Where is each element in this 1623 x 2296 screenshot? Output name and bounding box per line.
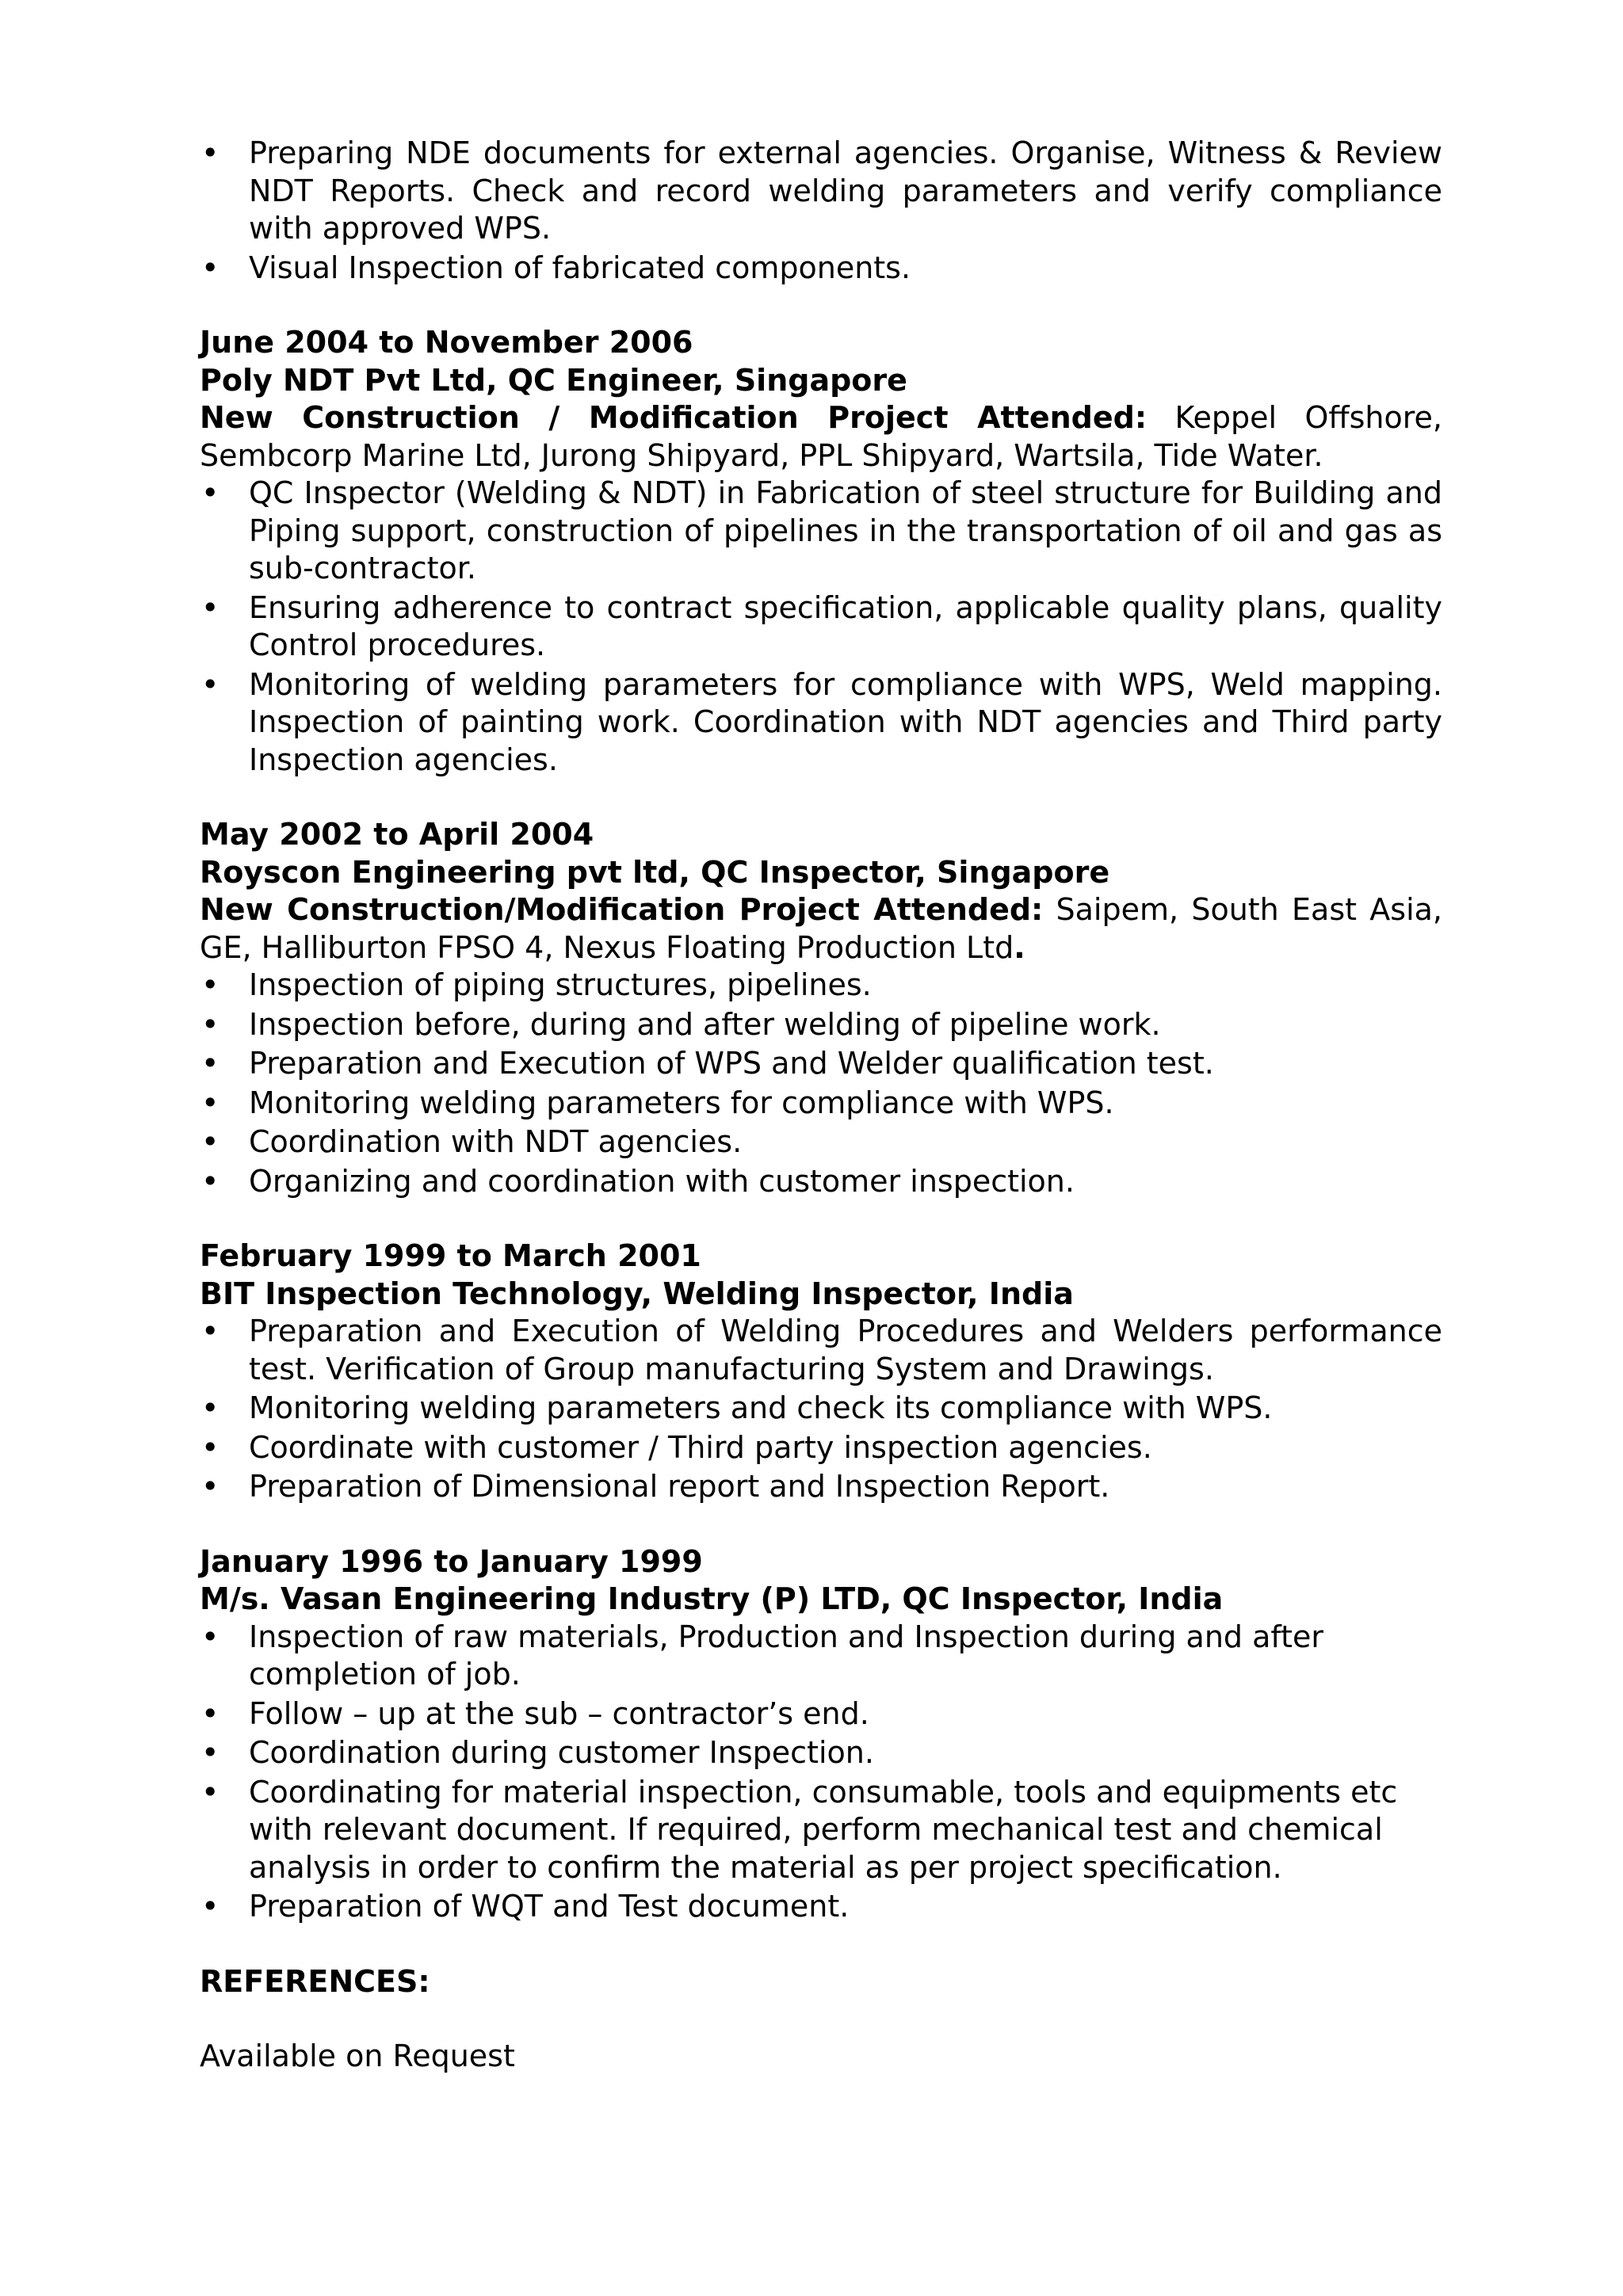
bullet-text: Preparation of WQT and Test document. xyxy=(249,1889,850,1924)
bullet-text: Organizing and coordination with customer inspection. xyxy=(249,1163,1075,1199)
job-period: January 1996 to January 1999 xyxy=(200,1543,703,1579)
bullet-icon: • xyxy=(201,135,220,170)
bullet-icon: • xyxy=(201,1469,220,1504)
project-text: Saipem, South East Asia, GE, Halliburton FPSO 4, Nexus Floating Production Ltd xyxy=(200,892,1442,965)
project-end: . xyxy=(1014,929,1025,965)
job-section-bit-inspection xyxy=(200,1238,1442,1506)
bullet-icon: • xyxy=(201,1006,220,1042)
list-item xyxy=(200,1888,1442,1926)
bullet-icon: • xyxy=(201,1314,220,1348)
job-period: May 2002 to April 2004 xyxy=(200,817,594,852)
bullet-text: Preparing NDE documents for external agencies. Organise, Witness & Review NDT Reports. Check and record welding parameters and verify compliance with approved WPS. xyxy=(249,135,1442,246)
list-item xyxy=(200,589,1442,665)
project-label: New Construction/Modification Project Attended: xyxy=(200,892,1044,927)
list-item xyxy=(200,250,1442,288)
spacer xyxy=(200,2000,1442,2038)
bullet-text: Monitoring welding parameters and check its compliance with WPS. xyxy=(249,1390,1273,1425)
references-heading: REFERENCES: xyxy=(200,1963,430,1999)
list-item xyxy=(200,1006,1442,1044)
bullet-text: Follow – up at the sub – contractor’s end. xyxy=(249,1695,869,1731)
list-item xyxy=(200,1468,1442,1506)
bullet-icon: • xyxy=(201,1735,220,1770)
job-employer: Poly NDT Pvt Ltd, QC Engineer, Singapore xyxy=(200,362,907,398)
project-text: Keppel Offshore, Sembcorp Marine Ltd, Jurong Shipyard, PPL Shipyard, Wartsila, Tide Water. xyxy=(200,400,1442,473)
project-label: New Construction / Modification Project Attended: xyxy=(200,400,1148,435)
bullet-text: Ensuring adherence to contract specification, applicable quality plans, quality Control procedures. xyxy=(249,589,1442,662)
bullet-text: Preparation and Execution of Welding Procedures and Welders performance test. Verification of Group manufacturing System and Drawings. xyxy=(249,1314,1442,1386)
list-item xyxy=(200,1390,1442,1428)
list-item xyxy=(200,1619,1442,1694)
bullet-text: Inspection before, during and after welding of pipeline work. xyxy=(249,1006,1161,1042)
list-item xyxy=(200,967,1442,1005)
bullet-text: QC Inspector (Welding & NDT) in Fabrication of steel structure for Building and Piping support, construction of pipelines in the transportation of oil and gas as sub-contractor. xyxy=(249,475,1442,585)
bullet-text: Preparation and Execution of WPS and Welder qualification test. xyxy=(249,1046,1214,1081)
bullet-text: Monitoring of welding parameters for compliance with WPS, Weld mapping. Inspection of painting work. Coordination with NDT agencies and Third party Inspection agencies. xyxy=(249,666,1442,777)
bullet-icon: • xyxy=(201,1124,220,1159)
bullet-icon: • xyxy=(201,1695,220,1731)
bullet-icon: • xyxy=(201,967,220,1002)
bullet-icon: • xyxy=(201,1390,220,1425)
list-item xyxy=(200,135,1442,248)
bullet-text: Visual Inspection of fabricated components. xyxy=(249,250,911,285)
list-item xyxy=(200,666,1442,780)
list-item xyxy=(200,1085,1442,1123)
list-item xyxy=(200,1045,1442,1083)
job-project xyxy=(200,399,1442,475)
job-employer: BIT Inspection Technology, Welding Inspector, India xyxy=(200,1276,1074,1311)
list-item xyxy=(200,1313,1442,1388)
bullet-text: Monitoring welding parameters for compliance with WPS. xyxy=(249,1085,1114,1120)
bullet-icon: • xyxy=(201,250,220,285)
job-bullet-list xyxy=(200,1619,1442,1926)
bullet-text: Coordinating for material inspection, consumable, tools and equipments etc with relevant document. If required, perform mechanical test and chemical analysis in order to confirm the material as per project specification. xyxy=(249,1774,1398,1885)
bullet-icon: • xyxy=(201,1429,220,1465)
bullet-text: Inspection of raw materials, Production and Inspection during and after completion of job. xyxy=(249,1619,1323,1691)
bullet-icon: • xyxy=(201,1085,220,1120)
job-period: February 1999 to March 2001 xyxy=(200,1238,701,1273)
job-bullet-list xyxy=(200,967,1442,1200)
references-text: Available on Request xyxy=(200,2039,515,2073)
job-bullet-list xyxy=(200,1313,1442,1506)
list-item xyxy=(200,1695,1442,1733)
list-item xyxy=(200,475,1442,588)
list-item xyxy=(200,1163,1442,1201)
bullet-icon: • xyxy=(201,589,220,625)
job-period: June 2004 to November 2006 xyxy=(200,325,693,360)
job-bullet-list xyxy=(200,475,1442,779)
bullet-icon: • xyxy=(201,1889,220,1924)
job-employer: Royscon Engineering pvt ltd, QC Inspector, Singapore xyxy=(200,854,1110,890)
job-employer: M/s. Vasan Engineering Industry (P) LTD, QC Inspector, India xyxy=(200,1581,1224,1616)
references-section xyxy=(200,1963,1442,2076)
bullet-text: Coordinate with customer / Third party inspection agencies. xyxy=(249,1429,1152,1465)
intro-bullet-list xyxy=(200,135,1442,287)
job-section-royscon xyxy=(200,816,1442,1200)
bullet-text: Coordination during customer Inspection. xyxy=(249,1735,874,1770)
list-item xyxy=(200,1123,1442,1161)
job-section-vasan xyxy=(200,1543,1442,1926)
bullet-text: Coordination with NDT agencies. xyxy=(249,1124,743,1159)
job-project xyxy=(200,891,1442,967)
bullet-text: Inspection of piping structures, pipelines. xyxy=(249,967,872,1002)
list-item xyxy=(200,1734,1442,1772)
resume-page xyxy=(200,135,1442,2076)
bullet-icon: • xyxy=(201,1619,220,1654)
bullet-icon: • xyxy=(201,475,220,510)
bullet-icon: • xyxy=(201,1046,220,1081)
bullet-text: Preparation of Dimensional report and Inspection Report. xyxy=(249,1469,1110,1504)
list-item xyxy=(200,1774,1442,1887)
bullet-icon: • xyxy=(201,1163,220,1199)
list-item xyxy=(200,1429,1442,1467)
bullet-icon: • xyxy=(201,666,220,702)
bullet-icon: • xyxy=(201,1774,220,1810)
job-section-poly-ndt xyxy=(200,324,1442,779)
